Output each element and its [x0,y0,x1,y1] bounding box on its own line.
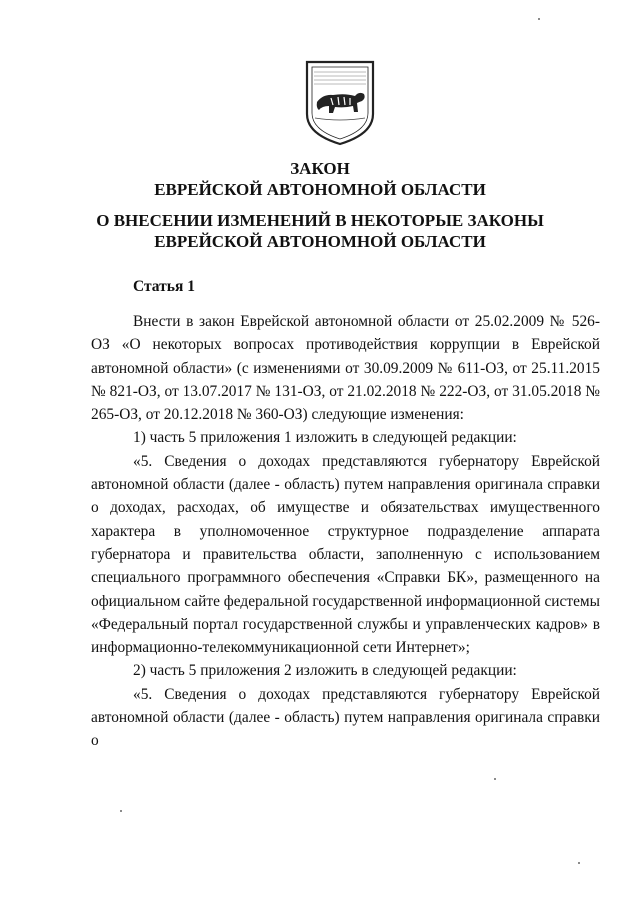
document-body [91,310,600,753]
law-subtitle [0,210,640,252]
paragraph: «5. Сведения о доходах представляются губернатору Еврейской автономной области (далее - область) путем направления оригинала справки о [91,685,600,750]
scan-speck [494,778,496,780]
law-subtitle-line-2: ЕВРЕЙСКОЙ АВТОНОМНОЙ ОБЛАСТИ [154,232,486,251]
scan-speck [578,862,580,864]
paragraph: 2) часть 5 приложения 2 изложить в следующей редакции: [133,662,517,680]
paragraph: 1) часть 5 приложения 1 изложить в следующей редакции: [133,429,517,447]
law-title-line-2: ЕВРЕЙСКОЙ АВТОНОМНОЙ ОБЛАСТИ [154,180,486,199]
paragraph: Внести в закон Еврейской автономной области от 25.02.2009 № 526-ОЗ «О некоторых вопросах противодействия коррупции в Еврейской автономной области» (с изменениями от 30.09.2009 № 611-ОЗ, от 25.11.2015 № 821-ОЗ, от 13.07.2017 № 131-ОЗ, от 21.02.2018 № 222-ОЗ, от 31.05.2018 № 265-ОЗ, от 20.12.2018 № 360-ОЗ) следующие изменения: [91,313,600,424]
article-heading: Статья 1 [133,278,195,295]
scan-speck [120,810,122,812]
law-title-line-1: ЗАКОН [290,159,350,178]
law-subtitle-line-1: О ВНЕСЕНИИ ИЗМЕНЕНИЙ В НЕКОТОРЫЕ ЗАКОНЫ [96,211,544,230]
scan-speck [538,18,540,20]
coat-of-arms-icon [303,58,377,146]
law-title [0,158,640,200]
paragraph: «5. Сведения о доходах представляются губернатору Еврейской автономной области (далее - область) путем направления оригинала справки о доходах, расходах, об имуществе и обязательствах имущественного характера в уполномоченное структурное подразделение аппарата губернатора и правительства области, заполненную с использованием специального программного обеспечения «Справки БК», размещенного на официальном сайте федеральной государственной информационной системы «Федеральный портал государственной службы и управленческих кадров» в информационно-телекоммуникационной сети Интернет»; [91,452,600,657]
